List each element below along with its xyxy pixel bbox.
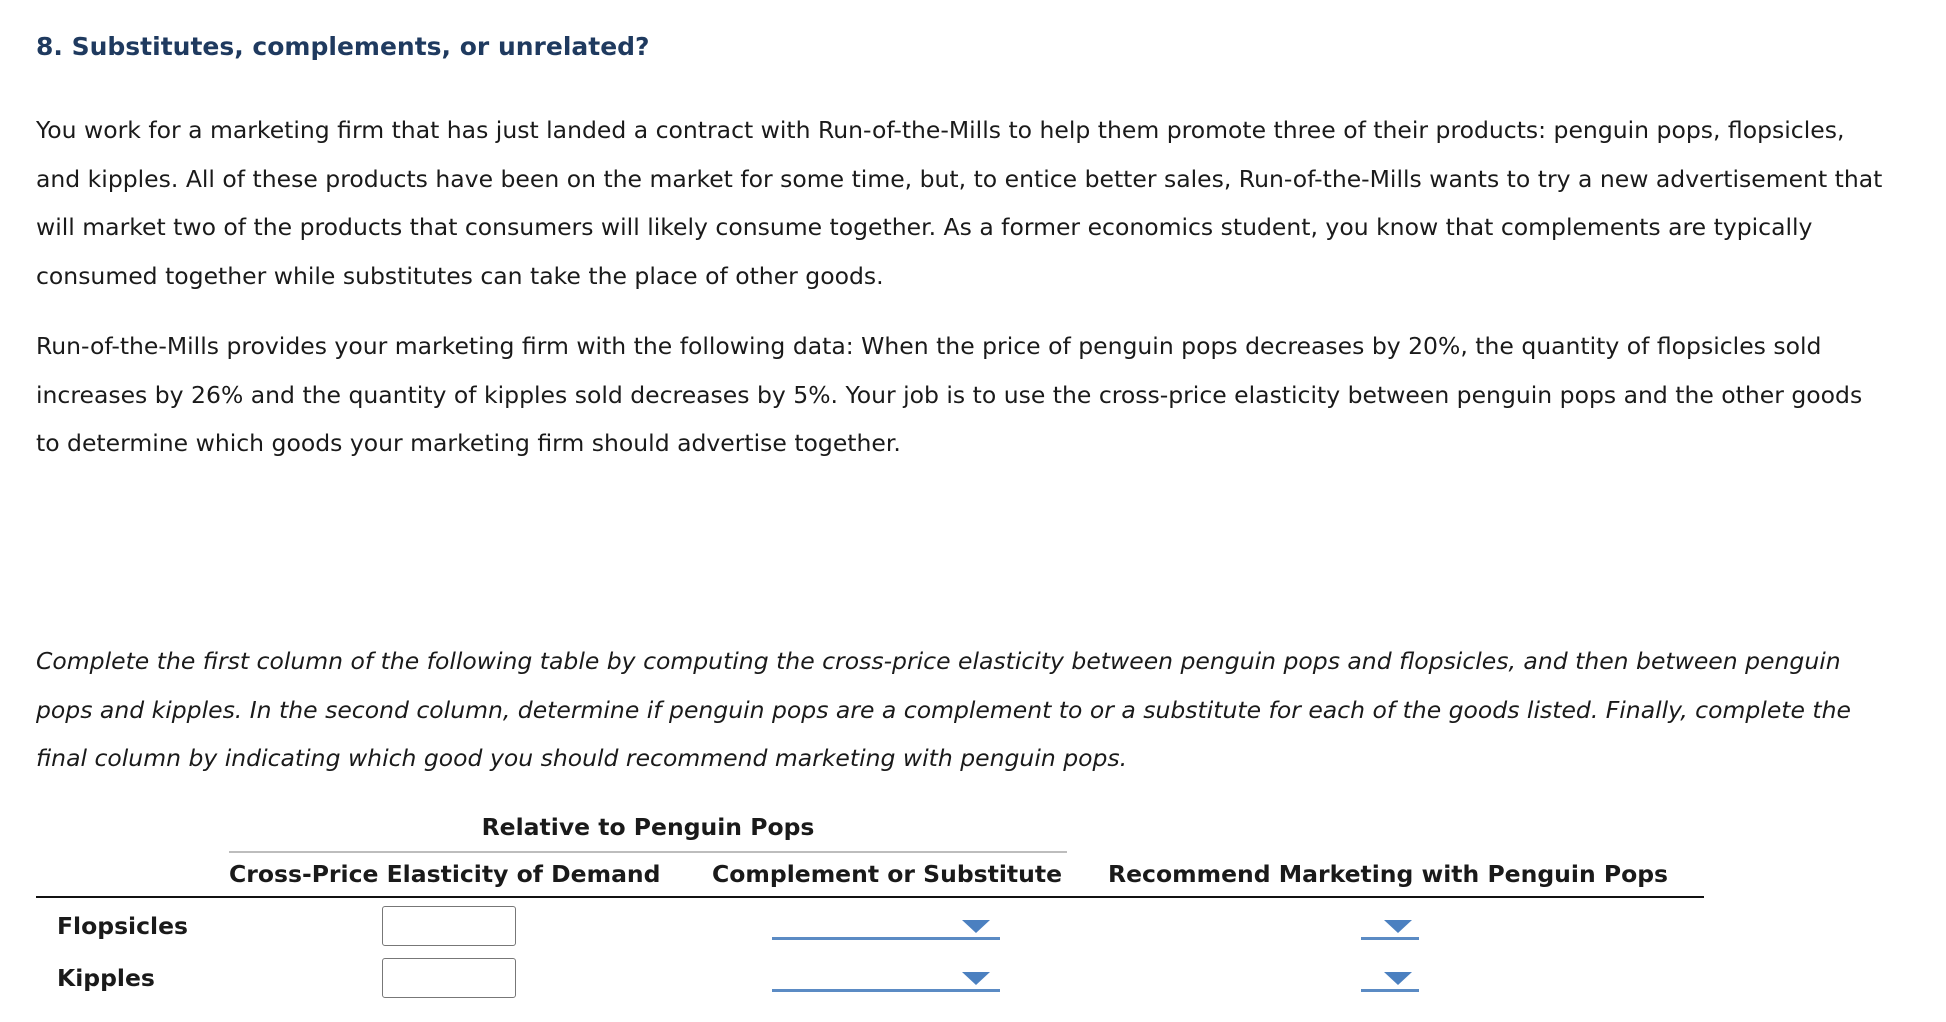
flopsicles-relationship-dropdown[interactable] [772,920,1000,940]
row-label-kipples: Kipples [57,964,155,992]
column-header-elasticity: Cross-Price Elasticity of Demand [229,860,661,888]
question-title: 8. Substitutes, complements, or unrelated? [36,32,650,61]
table-header-divider [36,896,1704,898]
kipples-elasticity-input[interactable] [382,958,516,998]
column-header-relationship: Complement or Substitute [712,860,1063,888]
dropdown-underline [772,937,1000,940]
dropdown-underline [1361,937,1419,940]
chevron-down-icon [962,972,990,985]
flopsicles-recommend-dropdown[interactable] [1361,920,1419,940]
kipples-relationship-dropdown[interactable] [772,972,1000,992]
data-paragraph: Run-of-the-Mills provides your marketing firm with the following data: When the price of penguin pops decreases by 20%, the quantity of flopsicles sold increases by 26% and the quantity of kipples sold decreases by 5%. Your job is to use the cross-price elasticity between penguin pops and the other goods to determine which goods your marketing firm should advertise together. [36,332,1863,457]
group-header-divider [229,851,1067,853]
column-header-recommend: Recommend Marketing with Penguin Pops [1108,860,1669,888]
intro-paragraph: You work for a marketing firm that has just landed a contract with Run-of-the-Mills to help them promote three of their products: penguin pops, flopsicles, and kipples. All of these products have been on the market for some time, but, to entice better sales, Run-of-the-Mills wants to try a new advertisement that will market two of the products that consumers will likely consume together. As a former economics student, you know that complements are typically consumed together while substitutes can take the place of other goods. [36,116,1883,290]
dropdown-underline [1361,989,1419,992]
chevron-down-icon [1384,920,1412,933]
flopsicles-elasticity-input[interactable] [382,906,516,946]
kipples-recommend-dropdown[interactable] [1361,972,1419,992]
chevron-down-icon [1384,972,1412,985]
dropdown-underline [772,989,1000,992]
row-label-flopsicles: Flopsicles [57,912,189,940]
chevron-down-icon [962,920,990,933]
group-header: Relative to Penguin Pops [481,813,815,841]
instructions-paragraph: Complete the first column of the following table by computing the cross-price elasticity between penguin pops and flopsicles, and then between penguin pops and kipples. In the second column, determine if penguin pops are a complement to or a substitute for each of the goods listed. Finally, complete the final column by indicating which good you should recommend marketing with penguin pops. [36,647,1851,772]
